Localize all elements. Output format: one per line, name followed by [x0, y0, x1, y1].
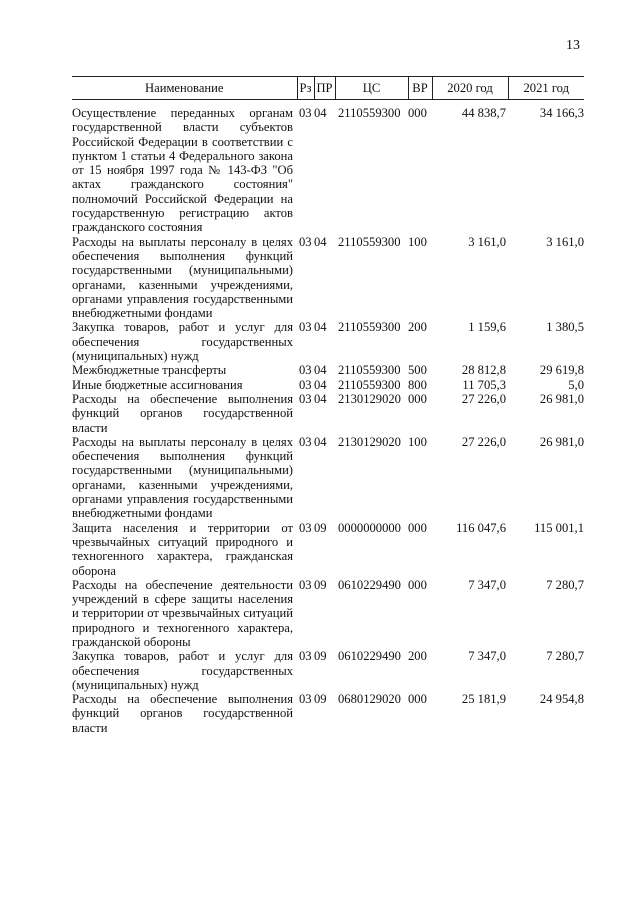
row-name: Закупка товаров, работ и услуг для обеспечения государственных (муниципальных) нужд [72, 320, 293, 364]
row-pr: 04 [314, 234, 327, 249]
row-rz: 03 [299, 234, 312, 249]
row-vr: 200 [408, 320, 427, 335]
table-row [72, 235, 584, 321]
row-2020: 3 161,0 [468, 234, 506, 249]
row-cs: 0610229490 [338, 649, 401, 664]
row-name: Расходы на выплаты персоналу в целях обеспечения выполнения функций государственными (муниципальными) органами, казенными учреждениями, органами управления государственными внебюджетными фондами [72, 234, 293, 321]
row-cs: 2110559300 [338, 106, 401, 120]
row-2021: 26 981,0 [539, 434, 584, 449]
row-pr: 04 [314, 377, 327, 392]
row-vr: 800 [408, 377, 427, 392]
row-rz: 03 [299, 106, 312, 120]
row-cs: 2110559300 [338, 363, 401, 378]
row-2021: 3 161,0 [546, 234, 584, 249]
row-name: Расходы на выплаты персоналу в целях обеспечения выполнения функций государственными (муниципальными) органами, казенными учреждениями, органами управления государственными внебюджетными фондами [72, 434, 293, 521]
row-2020: 1 159,6 [468, 320, 506, 335]
row-2020: 27 226,0 [461, 391, 506, 406]
row-rz: 03 [299, 377, 312, 392]
row-name: Расходы на обеспечение выполнения функций органов государственной власти [72, 692, 293, 735]
row-vr: 000 [408, 577, 427, 592]
table-row [72, 320, 584, 363]
header-cs: ЦС [335, 77, 408, 100]
row-vr: 000 [408, 391, 427, 406]
table-row [72, 578, 584, 649]
row-2020: 11 705,3 [462, 377, 506, 392]
row-name: Расходы на обеспечение выполнения функций органов государственной власти [72, 391, 293, 435]
table-row [72, 692, 584, 735]
row-pr: 09 [314, 649, 327, 664]
row-2020: 7 347,0 [468, 649, 506, 664]
row-rz: 03 [299, 577, 312, 592]
row-pr: 04 [314, 434, 327, 449]
row-vr: 000 [408, 692, 427, 707]
row-pr: 09 [314, 692, 327, 707]
table-row [72, 100, 584, 235]
row-vr: 500 [408, 363, 427, 378]
row-2020: 28 812,8 [461, 363, 506, 378]
header-name: Наименование [72, 77, 297, 100]
row-2021: 24 954,8 [539, 692, 584, 707]
row-2021: 115 001,1 [534, 520, 584, 535]
table-header-row [72, 77, 584, 100]
row-2020: 116 047,6 [456, 520, 506, 535]
table-row [72, 649, 584, 692]
row-2021: 7 280,7 [546, 649, 584, 664]
row-vr: 100 [408, 234, 427, 249]
row-2021: 1 380,5 [546, 320, 584, 335]
row-cs: 2110559300 [338, 234, 401, 249]
header-2021: 2021 год [508, 77, 584, 100]
row-cs: 0000000000 [338, 520, 401, 535]
row-pr: 04 [314, 391, 327, 406]
row-pr: 04 [314, 320, 327, 335]
row-rz: 03 [299, 320, 312, 335]
row-name: Межбюджетные трансферты [72, 363, 227, 378]
row-rz: 03 [299, 434, 312, 449]
table-row [72, 378, 584, 392]
table-row [72, 521, 584, 578]
row-2021: 29 619,8 [539, 363, 584, 378]
budget-table [72, 76, 584, 735]
row-2020: 44 838,7 [461, 106, 506, 120]
row-vr: 100 [408, 434, 427, 449]
row-vr: 200 [408, 649, 427, 664]
row-2021: 5,0 [568, 377, 584, 392]
row-rz: 03 [299, 520, 312, 535]
row-2021: 26 981,0 [539, 391, 584, 406]
row-2020: 25 181,9 [461, 692, 506, 707]
table-row [72, 392, 584, 435]
page-number: 13 [566, 38, 580, 53]
row-rz: 03 [299, 692, 312, 707]
header-vr: ВР [408, 77, 432, 100]
row-2020: 27 226,0 [461, 434, 506, 449]
row-cs: 0680129020 [338, 692, 401, 707]
row-rz: 03 [299, 363, 312, 378]
row-name: Осуществление переданных органам государственной власти субъектов Российской Федерации в соответствии с пунктом 1 статьи 4 Федерального закона от 15 ноября 1997 года № 143-ФЗ "Об актах гражданского состояния" полномочий Российской Федерации на государственную регистрацию актов гражданского состояния [72, 106, 293, 235]
row-2021: 7 280,7 [546, 577, 584, 592]
row-pr: 09 [314, 520, 327, 535]
header-pr: ПР [314, 77, 335, 100]
row-vr: 000 [408, 520, 427, 535]
row-cs: 2110559300 [338, 320, 401, 335]
row-vr: 000 [408, 106, 427, 120]
row-name: Иные бюджетные ассигнования [72, 377, 243, 392]
row-pr: 09 [314, 577, 327, 592]
row-cs: 2130129020 [338, 391, 401, 406]
header-rz: Рз [297, 77, 314, 100]
table-row [72, 363, 584, 377]
row-cs: 0610229490 [338, 577, 401, 592]
row-pr: 04 [314, 363, 327, 378]
row-2021: 34 166,3 [539, 106, 584, 120]
row-cs: 2110559300 [338, 377, 401, 392]
row-rz: 03 [299, 391, 312, 406]
row-pr: 04 [314, 106, 327, 120]
row-name: Защита населения и территории от чрезвычайных ситуаций природного и техногенного характера, гражданская оборона [72, 520, 293, 578]
row-name: Расходы на обеспечение деятельности учреждений в сфере защиты населения и территории от чрезвычайных ситуаций природного и техногенного характера, гражданской обороны [72, 577, 293, 649]
row-rz: 03 [299, 649, 312, 664]
table-row [72, 435, 584, 521]
header-2020: 2020 год [432, 77, 508, 100]
row-name: Закупка товаров, работ и услуг для обеспечения государственных (муниципальных) нужд [72, 649, 293, 692]
row-2020: 7 347,0 [468, 577, 506, 592]
row-cs: 2130129020 [338, 434, 401, 449]
